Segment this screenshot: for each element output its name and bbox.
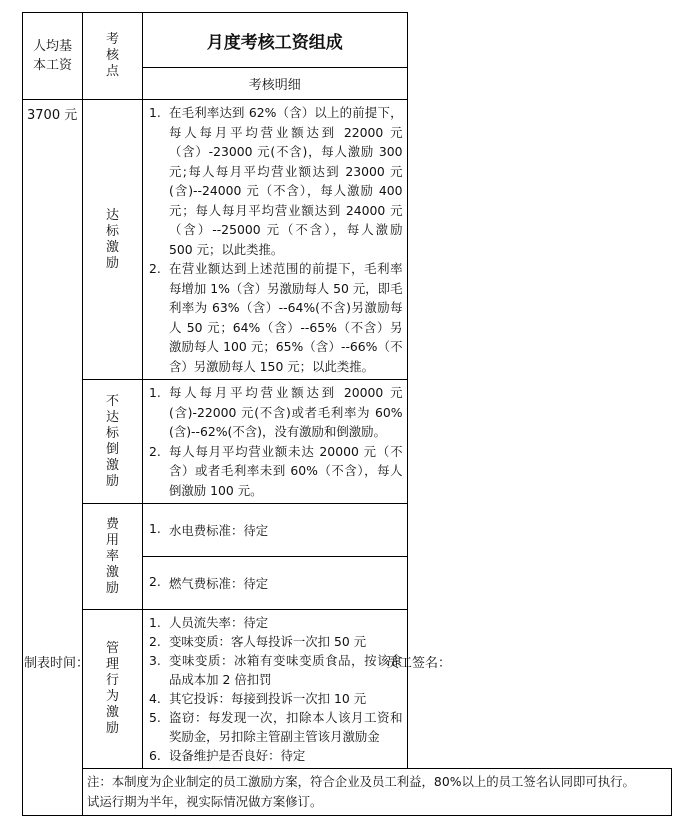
point-label: 管理行为激励: [105, 641, 119, 736]
item-number: 1.: [149, 615, 161, 630]
item-number: 1.: [149, 521, 161, 536]
detail-utility-standard: [143, 504, 408, 557]
item-text: 设备维护是否良好：待定: [169, 748, 306, 763]
item-number: 4.: [149, 691, 161, 706]
list-item: [149, 259, 403, 376]
list-item: [149, 708, 403, 746]
employee-signature-label: 员工签名：: [386, 656, 452, 671]
item-text: 变味变质：客人每投诉一次扣 50 元: [169, 634, 367, 649]
item-text: 水电费标准：待定: [169, 523, 269, 538]
base-salary-header: [23, 13, 83, 100]
list-item: [149, 746, 403, 765]
item-number: 3.: [149, 653, 161, 668]
list-item: [149, 383, 403, 442]
detail-header: 考核明细: [143, 68, 408, 100]
base-salary-header-text: 人均基本工资: [32, 39, 72, 73]
item-number: 5.: [149, 710, 161, 725]
item-text: 每人每月平均营业额未达 20000 元（不含）或者毛利率未到 60%（不含），每人倒激励 100 元。: [169, 443, 403, 498]
table-date-label: 制表时间：: [24, 656, 90, 671]
detail-gas-standard: [143, 557, 408, 610]
item-text: 燃气费标准：待定: [169, 576, 269, 591]
item-number: 2.: [149, 634, 161, 649]
list-item: [149, 613, 403, 632]
list-item: [149, 442, 403, 501]
list-item: [149, 632, 403, 651]
point-label: 达标激励: [105, 207, 119, 271]
detail-management-incentive: [143, 610, 408, 769]
item-text: 在毛利率达到 62%（含）以上的前提下，每人每月平均营业额达到 22000 元（含）-23000 元(不含)，每人激励 300 元;每人每月平均营业额达到 23000 元(含)--24000 元（不含），每人激励 400 元；每人每月平均营业额达到 24000 元（含）--25000 元（不含），每人激励 500 元；以此类推。: [169, 105, 403, 257]
item-number: 2.: [149, 574, 161, 589]
item-number: 1.: [149, 105, 161, 120]
assessment-point-header-text: 考核点: [105, 32, 119, 79]
table-title: 月度考核工资组成: [143, 13, 408, 68]
list-item: [149, 521, 401, 539]
item-text: 盗窃：每发现一次，扣除本人该月工资和奖励金，另扣除主管副主管该月激励金: [169, 710, 403, 744]
point-expense-rate-incentive: [83, 504, 143, 610]
point-target-incentive: [83, 100, 143, 380]
note-line-1: 注：本制度为企业制定的员工激励方案，符合企业及员工利益，80%以上的员工签名认同即可执行。: [87, 774, 635, 789]
item-number: 2.: [149, 443, 161, 459]
item-number: 1.: [149, 385, 161, 400]
list-item: [149, 574, 401, 592]
list-item: [149, 651, 403, 689]
item-number: 6.: [149, 748, 161, 763]
point-below-target-penalty: [83, 380, 143, 504]
item-text: 人员流失率：待定: [169, 615, 269, 630]
item-text: 每人每月平均营业额达到 20000 元(含)-22000 元(不含)或者毛利率为 60%(含)--62%(不含)，没有激励和倒激励。: [169, 385, 403, 439]
note-line-2: 试运行期为半年，视实际情况做方案修订。: [87, 794, 323, 809]
item-text: 在营业额达到上述范围的前提下，毛利率每增加 1%（含）另激励每人 50 元，即毛利率为 63%（含）--64%(不含)另激励每人 50 元；64%（含）--65%（不含）另激励每人 100 元；65%（含）--66%（不含）另激励每人 150 元；以此类推。: [169, 261, 403, 374]
point-management-incentive: [83, 610, 143, 769]
point-label: 不达标倒激励: [105, 393, 119, 489]
notes-cell: [83, 769, 672, 816]
base-salary-value: 3700 元: [23, 100, 83, 816]
detail-below-target-penalty: [143, 380, 408, 504]
detail-target-incentive: [143, 100, 408, 380]
item-text: 变味变质：冰箱有变味变质食品，按该食品成本加 2 倍扣罚: [169, 653, 403, 687]
point-label: 费用率激励: [105, 516, 119, 596]
list-item: [149, 103, 403, 259]
item-number: 2.: [149, 261, 161, 276]
assessment-salary-table: [22, 12, 672, 816]
item-text: 其它投诉：每接到投诉一次扣 10 元: [169, 691, 367, 706]
assessment-point-header: [83, 13, 143, 100]
